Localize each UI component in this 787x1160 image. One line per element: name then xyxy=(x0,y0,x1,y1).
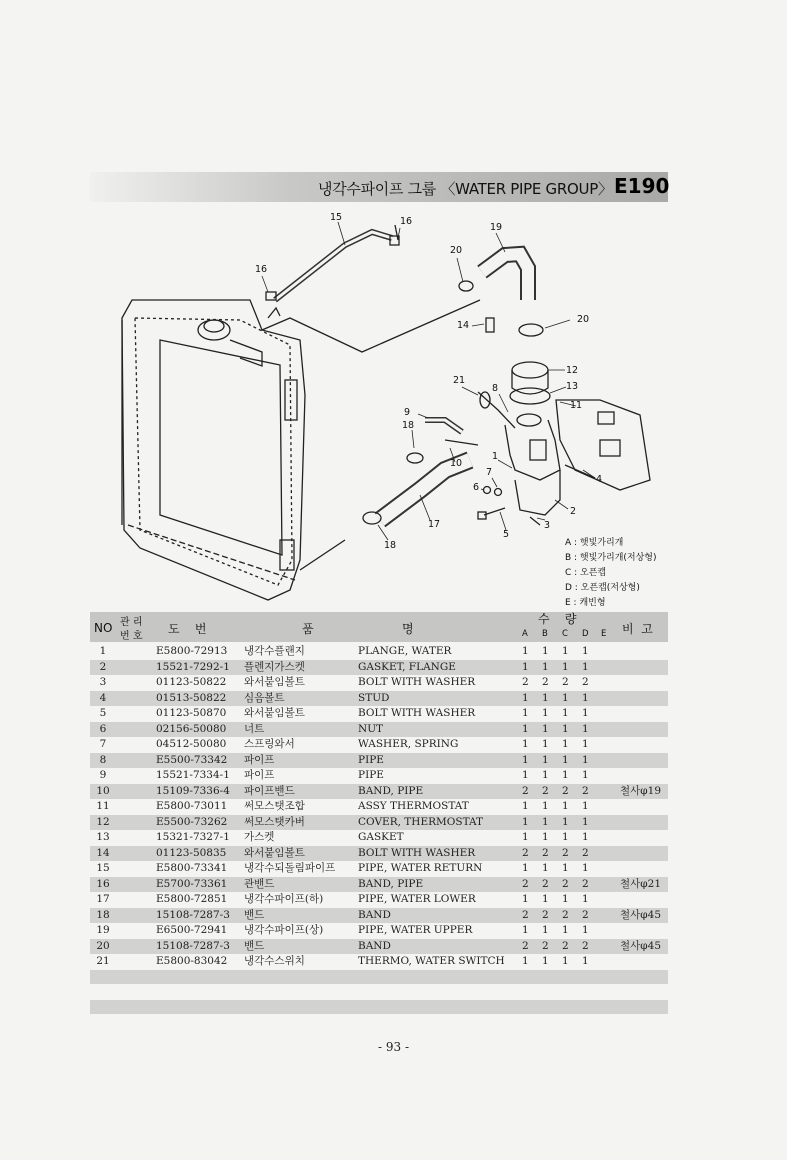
table-row xyxy=(90,877,668,893)
col-qty-c: C xyxy=(562,629,568,639)
table-cell: 냉각수파이프(하) xyxy=(244,893,324,905)
table-cell: 1 xyxy=(542,738,549,750)
table-cell: 1 xyxy=(522,862,529,874)
table-cell: 1 xyxy=(542,660,549,673)
table-cell: 밴드 xyxy=(244,939,265,952)
table-cell: 7 xyxy=(99,738,107,750)
table-cell: 11 xyxy=(96,800,110,812)
callout-12: 12 xyxy=(566,365,579,376)
table-cell: 2 xyxy=(562,939,569,952)
callout-3: 3 xyxy=(544,520,551,531)
col-qty-a: A xyxy=(522,629,528,639)
table-row xyxy=(90,954,668,970)
table-cell: 가스켓 xyxy=(244,831,275,843)
table-cell: 2 xyxy=(562,784,569,797)
table-cell: 15321-7327-1 xyxy=(156,831,230,843)
table-cell: 02156-50080 xyxy=(156,722,227,735)
table-cell: 플렌지가스켓 xyxy=(244,660,305,673)
table-cell: BOLT WITH WASHER xyxy=(358,846,476,859)
table-cell: E6500-72941 xyxy=(156,924,228,936)
table-cell: PIPE, WATER RETURN xyxy=(358,862,483,874)
table-cell: BAND xyxy=(358,939,391,952)
table-cell: 1 xyxy=(562,815,569,828)
table-cell: 너트 xyxy=(244,722,265,735)
table-cell: 2 xyxy=(542,908,549,921)
table-cell: E5800-72913 xyxy=(156,645,228,657)
table-cell: 파이프밴드 xyxy=(244,784,295,797)
table-cell: 2 xyxy=(562,908,569,921)
table-row xyxy=(90,660,668,676)
table-row xyxy=(90,706,668,722)
table-cell: 1 xyxy=(562,722,569,735)
table-cell: E5800-72851 xyxy=(156,893,228,905)
table-cell: PLANGE, WATER xyxy=(358,645,452,657)
col-mgmt-top: 관 리 xyxy=(120,617,143,628)
empty-table-row xyxy=(90,970,668,984)
radiator-drawing xyxy=(122,300,305,600)
empty-table-row xyxy=(90,1000,668,1014)
table-cell: 2 xyxy=(562,676,569,688)
table-cell: 1 xyxy=(562,753,569,766)
table-cell: ASSY THERMOSTAT xyxy=(358,800,469,812)
table-cell: 01513-50822 xyxy=(156,691,227,704)
table-cell: 1 xyxy=(522,753,529,766)
table-cell: 1 xyxy=(542,893,549,905)
legend-item: B : 햇빛가리개(저상형) xyxy=(565,553,657,563)
table-cell: 2 xyxy=(582,939,589,952)
table-cell: 1 xyxy=(582,691,589,704)
callout-4: 4 xyxy=(596,474,603,485)
table-row xyxy=(90,799,668,815)
table-cell: 파이프 xyxy=(244,769,275,781)
table-cell: E5700-73361 xyxy=(156,877,228,890)
table-cell: 1 xyxy=(582,753,589,766)
table-cell: PIPE xyxy=(358,753,384,766)
legend-item: A : 햇빛가리개 xyxy=(565,538,624,548)
table-cell: 01123-50822 xyxy=(156,676,227,688)
table-cell: 21 xyxy=(96,955,110,967)
table-cell: 1 xyxy=(582,722,589,735)
table-cell: 1 xyxy=(522,660,529,673)
callout-17: 17 xyxy=(428,519,441,530)
table-cell: 15 xyxy=(96,862,110,874)
table-cell: PIPE, WATER UPPER xyxy=(358,924,473,936)
callout-16: 16 xyxy=(255,264,268,275)
table-row xyxy=(90,768,668,784)
callout-21: 21 xyxy=(453,375,466,386)
callout-7: 7 xyxy=(486,467,493,478)
table-cell: 2 xyxy=(522,877,529,890)
table-cell: 써모스탯조합 xyxy=(244,800,305,812)
table-cell: 심음볼트 xyxy=(244,691,285,704)
table-cell: 1 xyxy=(562,707,569,719)
table-cell: 1 xyxy=(542,707,549,719)
table-cell: BOLT WITH WASHER xyxy=(358,676,476,688)
table-cell: 2 xyxy=(582,676,589,688)
table-cell: 16 xyxy=(96,877,110,890)
table-cell: 1 xyxy=(522,691,529,704)
table-cell: 냉각수플랜지 xyxy=(244,645,305,657)
table-cell: 1 xyxy=(522,645,529,657)
table-cell: 20 xyxy=(96,939,110,952)
table-cell: 1 xyxy=(562,955,569,967)
table-row xyxy=(90,784,668,800)
table-cell: 철사φ21 xyxy=(620,877,661,890)
table-row xyxy=(90,675,668,691)
table-cell: GASKET xyxy=(358,831,404,843)
table-cell: 6 xyxy=(99,722,107,735)
table-cell: 2 xyxy=(522,784,529,797)
table-cell: 2 xyxy=(522,908,529,921)
table-cell: 파이프 xyxy=(244,753,275,766)
table-cell: 15109-7336-4 xyxy=(156,784,230,797)
table-cell: BAND xyxy=(358,908,391,921)
table-row xyxy=(90,846,668,862)
table-cell: 1 xyxy=(582,707,589,719)
table-cell: 1 xyxy=(582,862,589,874)
table-cell: 1 xyxy=(582,800,589,812)
table-cell: GASKET, FLANGE xyxy=(358,660,456,673)
table-cell: 2 xyxy=(522,676,529,688)
table-cell: 철사φ19 xyxy=(620,784,661,797)
table-cell: 스프링와서 xyxy=(244,738,295,750)
table-cell: 1 xyxy=(582,738,589,750)
callout-14: 14 xyxy=(457,320,470,331)
table-row xyxy=(90,737,668,753)
table-cell: 1 xyxy=(522,738,529,750)
table-cell: 1 xyxy=(542,800,549,812)
table-row xyxy=(90,691,668,707)
table-cell: 1 xyxy=(542,769,549,781)
col-name-b: 명 xyxy=(402,622,414,636)
col-qty: 수 량 xyxy=(538,612,577,626)
parts-table-body xyxy=(90,644,668,970)
table-cell: 19 xyxy=(96,924,110,936)
table-cell: 1 xyxy=(562,893,569,905)
table-cell: 2 xyxy=(99,660,107,673)
table-cell: 1 xyxy=(582,924,589,936)
table-cell: 2 xyxy=(522,939,529,952)
table-cell: 3 xyxy=(99,676,107,688)
callout-13: 13 xyxy=(566,381,579,392)
table-cell: 1 xyxy=(542,645,549,657)
table-row xyxy=(90,908,668,924)
table-cell: 10 xyxy=(96,784,110,797)
page-title: 냉각수파이프 그룹 〈WATER PIPE GROUP〉 xyxy=(318,180,613,198)
table-cell: 1 xyxy=(562,660,569,673)
table-cell: 냉각수스위치 xyxy=(244,955,305,967)
callout-15: 15 xyxy=(330,212,343,223)
table-cell: NUT xyxy=(358,722,384,735)
table-cell: 1 xyxy=(542,831,549,843)
table-cell: 1 xyxy=(522,722,529,735)
callout-6: 6 xyxy=(473,482,480,493)
table-cell: E5500-73262 xyxy=(156,815,228,828)
table-cell: WASHER, SPRING xyxy=(358,738,459,750)
table-cell: 14 xyxy=(96,846,110,859)
col-qty-e: E xyxy=(601,629,607,639)
table-cell: 1 xyxy=(522,707,529,719)
table-cell: 1 xyxy=(542,862,549,874)
table-cell: 1 xyxy=(582,645,589,657)
table-cell: 2 xyxy=(542,846,549,859)
parts-table-header xyxy=(90,612,668,642)
table-cell: 1 xyxy=(562,800,569,812)
table-cell: 1 xyxy=(562,738,569,750)
table-cell: 1 xyxy=(582,660,589,673)
table-row xyxy=(90,861,668,877)
table-cell: 1 xyxy=(522,815,529,828)
table-cell: 1 xyxy=(582,955,589,967)
table-cell: E5500-73342 xyxy=(156,753,228,766)
table-cell: 와서붙임볼트 xyxy=(244,846,305,859)
callout-16: 16 xyxy=(400,216,413,227)
table-cell: E5800-73341 xyxy=(156,862,228,874)
table-cell: 1 xyxy=(582,815,589,828)
table-cell: THERMO, WATER SWITCH xyxy=(358,955,505,967)
model-legend xyxy=(565,536,657,611)
callout-1: 1 xyxy=(492,451,499,462)
table-cell: 15521-7292-1 xyxy=(156,660,230,673)
table-cell: 써모스탯카버 xyxy=(244,815,305,828)
col-qty-d: D xyxy=(582,629,589,639)
table-cell: 2 xyxy=(562,846,569,859)
legend-item: C : 오픈캡 xyxy=(565,568,607,578)
table-cell: 15521-7334-1 xyxy=(156,769,230,781)
table-cell: 와서붙임볼트 xyxy=(244,707,305,719)
table-cell: STUD xyxy=(358,691,390,704)
table-cell: 냉각수파이프(상) xyxy=(244,924,324,936)
table-cell: 1 xyxy=(582,893,589,905)
table-cell: 1 xyxy=(522,924,529,936)
table-cell: 9 xyxy=(99,769,107,781)
table-cell: 1 xyxy=(542,753,549,766)
table-cell: 17 xyxy=(96,893,110,905)
table-cell: 15108-7287-3 xyxy=(156,939,230,952)
table-cell: 2 xyxy=(582,908,589,921)
group-code: E190 xyxy=(614,174,670,198)
table-cell: 1 xyxy=(562,691,569,704)
table-cell: 1 xyxy=(542,924,549,936)
table-cell: BAND, PIPE xyxy=(358,877,424,890)
table-cell: 01123-50835 xyxy=(156,846,227,859)
table-cell: E5800-73011 xyxy=(156,800,228,812)
table-cell: 13 xyxy=(96,831,110,843)
table-cell: PIPE xyxy=(358,769,384,781)
callout-2: 2 xyxy=(570,506,577,517)
table-cell: 1 xyxy=(582,769,589,781)
col-remarks: 비 고 xyxy=(622,622,653,636)
table-cell: 2 xyxy=(542,676,549,688)
table-cell: 01123-50870 xyxy=(156,707,227,719)
table-cell: 밴드 xyxy=(244,908,265,921)
table-cell: 1 xyxy=(562,831,569,843)
table-cell: COVER, THERMOSTAT xyxy=(358,815,484,828)
table-cell: 1 xyxy=(562,769,569,781)
table-cell: 2 xyxy=(542,877,549,890)
table-cell: PIPE, WATER LOWER xyxy=(358,893,476,905)
callout-11: 11 xyxy=(570,400,583,411)
table-cell: BAND, PIPE xyxy=(358,784,424,797)
table-cell: 12 xyxy=(96,815,110,828)
legend-item: D : 오픈캡(저상형) xyxy=(565,583,640,593)
table-cell: 1 xyxy=(562,862,569,874)
table-row xyxy=(90,923,668,939)
table-cell: 8 xyxy=(99,753,107,766)
col-qty-b: B xyxy=(542,629,548,639)
table-cell: 1 xyxy=(99,645,107,657)
table-cell: 1 xyxy=(542,722,549,735)
table-cell: BOLT WITH WASHER xyxy=(358,707,476,719)
table-cell: 1 xyxy=(522,769,529,781)
table-cell: 2 xyxy=(522,846,529,859)
callout-20: 20 xyxy=(450,245,463,256)
table-cell: 2 xyxy=(582,846,589,859)
callout-18: 18 xyxy=(384,540,397,551)
table-cell: 철사φ45 xyxy=(620,939,661,952)
legend-item: E : 캐빈형 xyxy=(565,598,606,608)
table-cell: 와서붙임볼트 xyxy=(244,676,305,688)
col-mgmt-bottom: 번 호 xyxy=(120,631,143,642)
table-row xyxy=(90,939,668,955)
table-cell: 2 xyxy=(582,877,589,890)
table-cell: 18 xyxy=(96,908,110,921)
table-cell: 1 xyxy=(562,645,569,657)
table-cell: 1 xyxy=(542,815,549,828)
table-cell: 4 xyxy=(99,691,107,704)
table-cell: 2 xyxy=(542,939,549,952)
callout-8: 8 xyxy=(492,383,499,394)
table-row xyxy=(90,722,668,738)
table-cell: 2 xyxy=(562,877,569,890)
table-cell: 2 xyxy=(582,784,589,797)
table-cell: E5800-83042 xyxy=(156,955,228,967)
col-no: NO xyxy=(94,621,113,635)
page-number: - 93 - xyxy=(377,1040,409,1054)
table-cell: 철사φ45 xyxy=(620,908,661,921)
table-row xyxy=(90,830,668,846)
table-cell: 5 xyxy=(99,707,107,719)
table-cell: 1 xyxy=(522,831,529,843)
table-cell: 1 xyxy=(582,831,589,843)
table-cell: 1 xyxy=(522,955,529,967)
col-drawing: 도 번 xyxy=(168,622,207,636)
table-row xyxy=(90,815,668,831)
table-cell: 1 xyxy=(522,800,529,812)
table-cell: 1 xyxy=(562,924,569,936)
col-name-a: 품 xyxy=(302,622,314,636)
callout-20: 20 xyxy=(577,314,590,325)
table-row xyxy=(90,644,668,660)
table-cell: 2 xyxy=(542,784,549,797)
callout-10: 10 xyxy=(450,458,463,469)
table-row xyxy=(90,753,668,769)
callout-5: 5 xyxy=(503,529,510,540)
callout-18: 18 xyxy=(402,420,415,431)
table-cell: 1 xyxy=(542,955,549,967)
table-cell: 1 xyxy=(522,893,529,905)
callout-19: 19 xyxy=(490,222,503,233)
table-row xyxy=(90,892,668,908)
callout-9: 9 xyxy=(404,407,411,418)
table-cell: 15108-7287-3 xyxy=(156,908,230,921)
table-cell: 04512-50080 xyxy=(156,738,227,750)
table-cell: 관밴드 xyxy=(244,877,275,890)
table-cell: 1 xyxy=(542,691,549,704)
table-cell: 냉각수되돌림파이프 xyxy=(244,862,336,874)
